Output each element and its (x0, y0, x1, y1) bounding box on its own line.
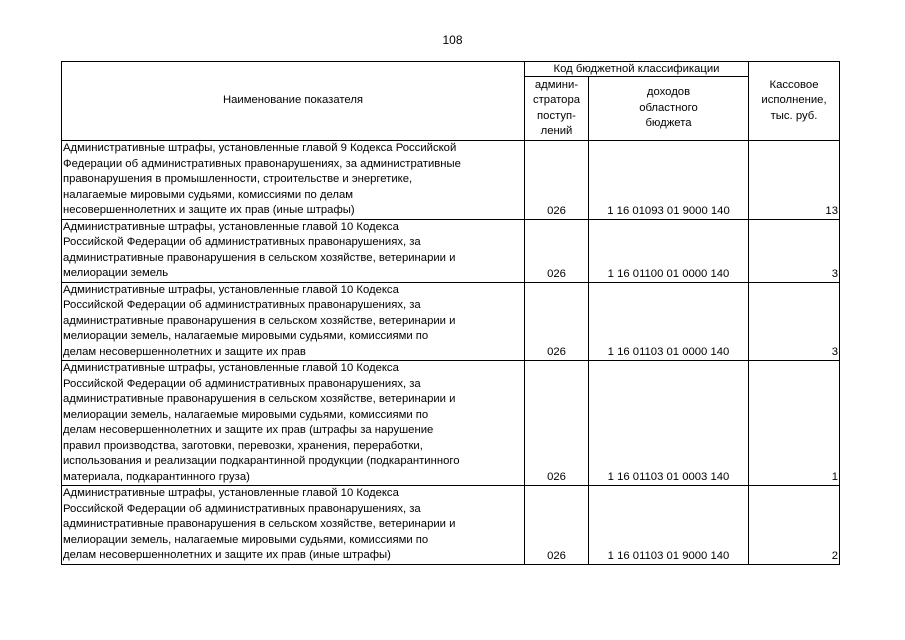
row-amount: 3 (749, 219, 840, 282)
row-name: Административные штрафы, установленные главой 10 Кодекса Российской Федерации об административных правонарушениях, за административные правонарушения в сельском хозяйстве, ветеринарии и мелиорации земель, налагаемые мировыми судьями, комиссиями по делам несовершеннолетних и защите их прав (штрафы за нарушение правил производства, заготовки, перевозки, хранения, переработки, использования и реализации подкарантинной продукции (подкарантинного материала, подкарантинного груза) (62, 361, 525, 486)
budget-revenue-table (61, 61, 840, 565)
row-amount: 1 (749, 361, 840, 486)
table-row (62, 486, 840, 565)
header-budget-classification: Код бюджетной классификации (525, 62, 749, 77)
row-admin-code: 026 (525, 486, 589, 565)
header-amount-column: Кассовое исполнение, тыс. руб. (749, 62, 840, 141)
table-row (62, 141, 840, 220)
row-name: Административные штрафы, установленные главой 10 Кодекса Российской Федерации об административных правонарушениях, за административные правонарушения в сельском хозяйстве, ветеринарии и мелиорации земель (62, 219, 525, 282)
table-body (62, 141, 840, 565)
row-admin-code: 026 (525, 282, 589, 361)
row-revenue-code: 1 16 01100 01 0000 140 (589, 219, 749, 282)
table-header (62, 62, 840, 141)
row-revenue-code: 1 16 01103 01 0000 140 (589, 282, 749, 361)
table-row (62, 361, 840, 486)
table-row (62, 219, 840, 282)
row-name: Административные штрафы, установленные главой 10 Кодекса Российской Федерации об административных правонарушениях, за административные правонарушения в сельском хозяйстве, ветеринарии и мелиорации земель, налагаемые мировыми судьями, комиссиями по делам несовершеннолетних и защите их прав (62, 282, 525, 361)
row-revenue-code: 1 16 01103 01 9000 140 (589, 486, 749, 565)
row-admin-code: 026 (525, 361, 589, 486)
row-revenue-code: 1 16 01103 01 0003 140 (589, 361, 749, 486)
row-amount: 3 (749, 282, 840, 361)
row-amount: 13 (749, 141, 840, 220)
row-amount: 2 (749, 486, 840, 565)
table-row (62, 282, 840, 361)
row-admin-code: 026 (525, 219, 589, 282)
header-admin-column: админи- стратора поступ- лений (525, 77, 589, 141)
row-revenue-code: 1 16 01093 01 9000 140 (589, 141, 749, 220)
row-name: Административные штрафы, установленные главой 10 Кодекса Российской Федерации об административных правонарушениях, за административные правонарушения в сельском хозяйстве, ветеринарии и мелиорации земель, налагаемые мировыми судьями, комиссиями по делам несовершеннолетних и защите их прав (иные штрафы) (62, 486, 525, 565)
header-revenue-column: доходов областного бюджета (589, 77, 749, 141)
header-name-column: Наименование показателя (62, 62, 525, 141)
page-number: 108 (442, 33, 463, 47)
row-name: Административные штрафы, установленные главой 9 Кодекса Российской Федерации об административных правонарушениях, за административные правонарушения в промышленности, строительстве и энергетике, налагаемые мировыми судьями, комиссиями по делам несовершеннолетних и защите их прав (иные штрафы) (62, 141, 525, 220)
row-admin-code: 026 (525, 141, 589, 220)
